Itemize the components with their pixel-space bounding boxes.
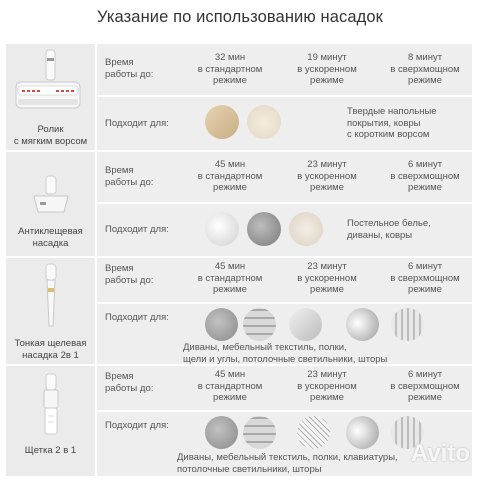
attachment-name: Тонкая щелевая насадка 2в 1	[14, 338, 87, 361]
time-max: 6 минут в сверхмощном режиме	[390, 159, 460, 193]
section-brush	[6, 366, 472, 476]
soft-roller-nozzle-image	[6, 44, 95, 122]
sofa-photo	[247, 212, 281, 246]
time-label: Время работы до:	[105, 57, 154, 80]
time-row	[97, 366, 472, 410]
time-boost: 23 минут в ускоренном режиме	[297, 261, 357, 295]
time-boost: 19 минут в ускоренном режиме	[297, 52, 357, 86]
section-anti-mite	[6, 152, 472, 256]
section-crevice	[6, 258, 472, 364]
anti-mite-nozzle-image	[6, 152, 95, 222]
time-label: Время работы до:	[105, 371, 154, 394]
suit-row	[97, 204, 472, 256]
time-boost: 23 минут в ускоренном режиме	[297, 159, 357, 193]
rug-photo	[289, 212, 323, 246]
time-label: Время работы до:	[105, 165, 154, 188]
time-max: 8 минут в сверхмощном режиме	[390, 52, 460, 86]
crevice-nozzle-image	[6, 258, 95, 338]
suit-label: Подходит для:	[105, 312, 169, 323]
time-max: 6 минут в сверхмощном режиме	[390, 369, 460, 403]
corner-photo	[289, 308, 322, 341]
avito-watermark: Avito	[410, 440, 470, 467]
suit-text: Диваны, мебельный текстиль, полки, клавиатуры, потолочные светильники, шторы	[177, 452, 398, 475]
suit-text: Твердые напольные покрытия, ковры с коротким ворсом	[347, 106, 437, 140]
time-boost: 23 минут в ускоренном режиме	[297, 369, 357, 403]
attachment-panel	[6, 258, 95, 364]
suit-row	[97, 97, 472, 150]
time-row	[97, 258, 472, 302]
suit-text: Постельное белье, диваны, ковры	[347, 218, 431, 241]
suit-text: Диваны, мебельный текстиль, полки, щели и углы, потолочные светильники, шторы	[183, 342, 388, 365]
carpet-photo	[247, 105, 281, 139]
sofa-photo	[205, 416, 238, 449]
suit-label: Подходит для:	[105, 420, 169, 431]
attachment-name: Ролик с мягким ворсом	[13, 124, 88, 147]
suit-row	[97, 304, 472, 364]
curtains-photo	[391, 308, 424, 341]
attachment-panel	[6, 366, 95, 476]
time-standard: 45 мин в стандартном режиме	[197, 159, 263, 193]
lamp-photo	[346, 416, 379, 449]
brush-nozzle-image	[6, 366, 95, 446]
attachment-name: Щетка 2 в 1	[24, 445, 77, 456]
attachment-name: Антиклещевая насадка	[18, 226, 83, 249]
page-title: Указание по использованию насадок	[97, 8, 383, 26]
time-standard: 45 мин в стандартном режиме	[197, 369, 263, 403]
attachment-panel	[6, 152, 95, 256]
suit-label: Подходит для:	[105, 118, 169, 129]
section-soft-roller	[6, 44, 472, 150]
attachment-panel	[6, 44, 95, 150]
time-row	[97, 44, 472, 95]
time-row	[97, 152, 472, 202]
time-label: Время работы до:	[105, 263, 154, 286]
time-standard: 45 мин в стандартном режиме	[197, 261, 263, 295]
time-max: 6 минут в сверхмощном режиме	[390, 261, 460, 295]
lamp-photo	[346, 308, 379, 341]
time-standard: 32 мин в стандартном режиме	[197, 52, 263, 86]
sofa-photo	[205, 308, 238, 341]
keyboard-photo	[297, 416, 330, 449]
suit-label: Подходит для:	[105, 224, 169, 235]
wood-floor-photo	[205, 105, 239, 139]
bedding-photo	[205, 212, 239, 246]
shelf-photo	[243, 308, 276, 341]
shelf-photo	[243, 416, 276, 449]
